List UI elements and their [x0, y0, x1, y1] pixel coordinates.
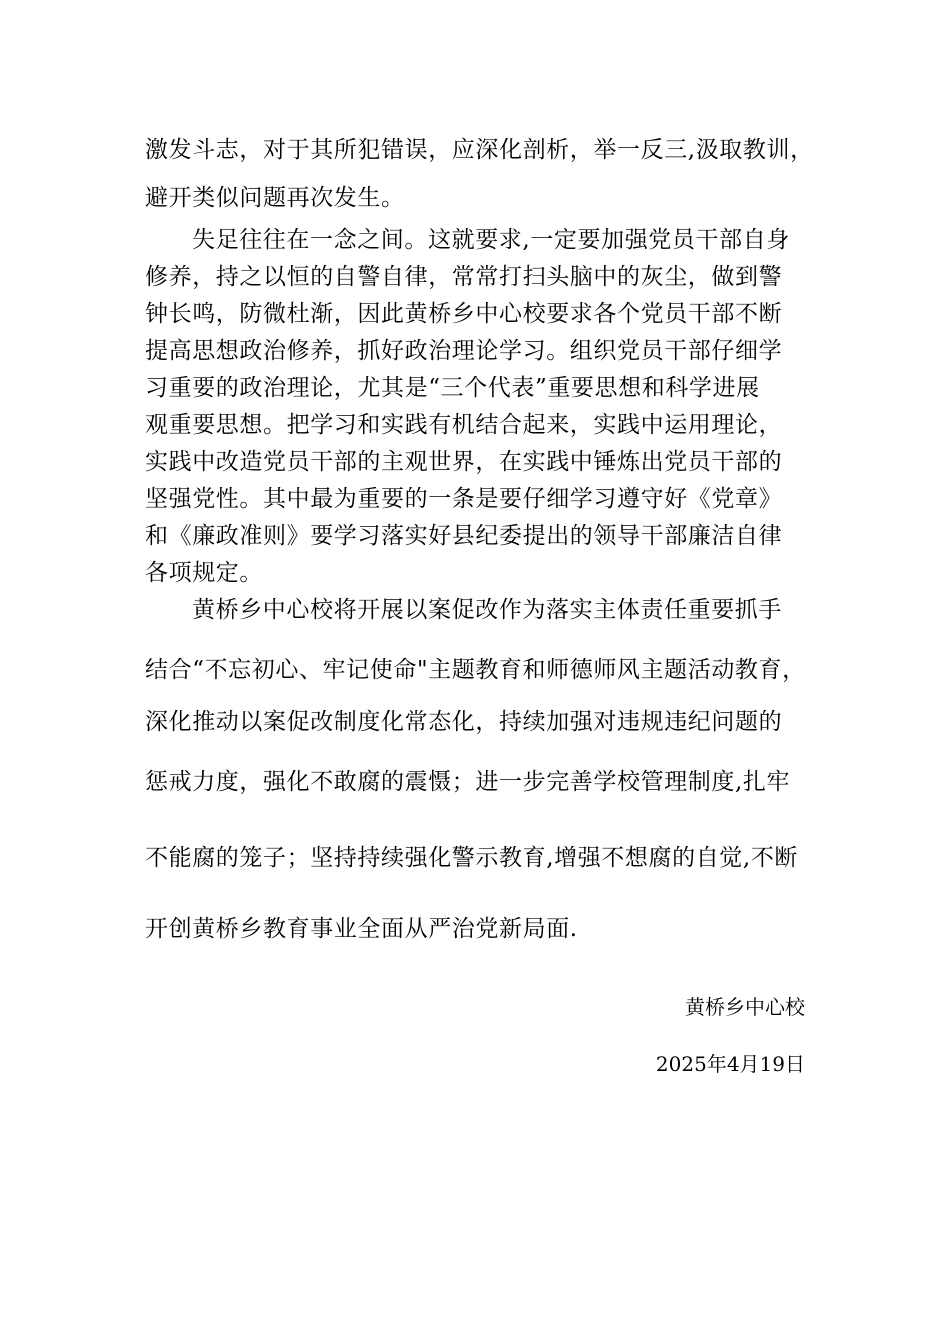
paragraph-3-line-4: 惩戒力度，强化不敢腐的震慑；进一步完善学校管理制度,扎牢: [145, 769, 791, 795]
paragraph-2-line-6: 观重要思想。把学习和实践有机结合起来，实践中运用理论，: [145, 412, 783, 438]
paragraph-2-line-10: 各项规定。: [145, 560, 263, 586]
paragraph-2-line-9: 和《廉政准则》要学习落实好县纪委提出的领导干部廉洁自律: [145, 523, 783, 549]
paragraph-2-line-7: 实践中改造党员干部的主观世界，在实践中锤炼出党员干部的: [145, 449, 783, 475]
paragraph-3-line-5: 不能腐的笼子；坚持持续强化警示教育,增强不想腐的自觉,不断: [145, 845, 799, 871]
paragraph-1-line-2: 避开类似问题再次发生。: [145, 185, 405, 211]
paragraph-2-line-2: 修养，持之以恒的自警自律，常常打扫头脑中的灰尘，做到警: [145, 264, 783, 290]
paragraph-2-line-8: 坚强党性。其中最为重要的一条是要仔细学习遵守好《党章》: [145, 486, 783, 512]
paragraph-2-line-3: 钟长鸣，防微杜渐，因此黄桥乡中心校要求各个党员干部不断: [145, 301, 783, 327]
paragraph-2-line-1: 失足往往在一念之间。这就要求,一定要加强党员干部自身: [192, 227, 790, 253]
paragraph-3-line-1: 黄桥乡中心校将开展以案促改作为落实主体责任重要抓手: [192, 597, 782, 623]
paragraph-2-line-5: 习重要的政治理论，尤其是“三个代表”重要思想和科学进展: [145, 375, 760, 401]
paragraph-1-line-1: 激发斗志，对于其所犯错误，应深化剖析，举一反三,汲取教训，: [145, 137, 814, 163]
signature-date: 2025年4月19日: [655, 1052, 805, 1076]
paragraph-3-line-3: 深化推动以案促改制度化常态化，持续加强对违规违纪问题的: [145, 709, 783, 735]
paragraph-3-line-2: 结合“不忘初心、牢记使命"主题教育和师德师风主题活动教育，: [145, 657, 806, 683]
paragraph-3-line-6: 开创黄桥乡教育事业全面从严治党新局面.: [145, 916, 578, 942]
signature-organization: 黄桥乡中心校: [685, 995, 805, 1019]
paragraph-2-line-4: 提高思想政治修养，抓好政治理论学习。组织党员干部仔细学: [145, 338, 783, 364]
